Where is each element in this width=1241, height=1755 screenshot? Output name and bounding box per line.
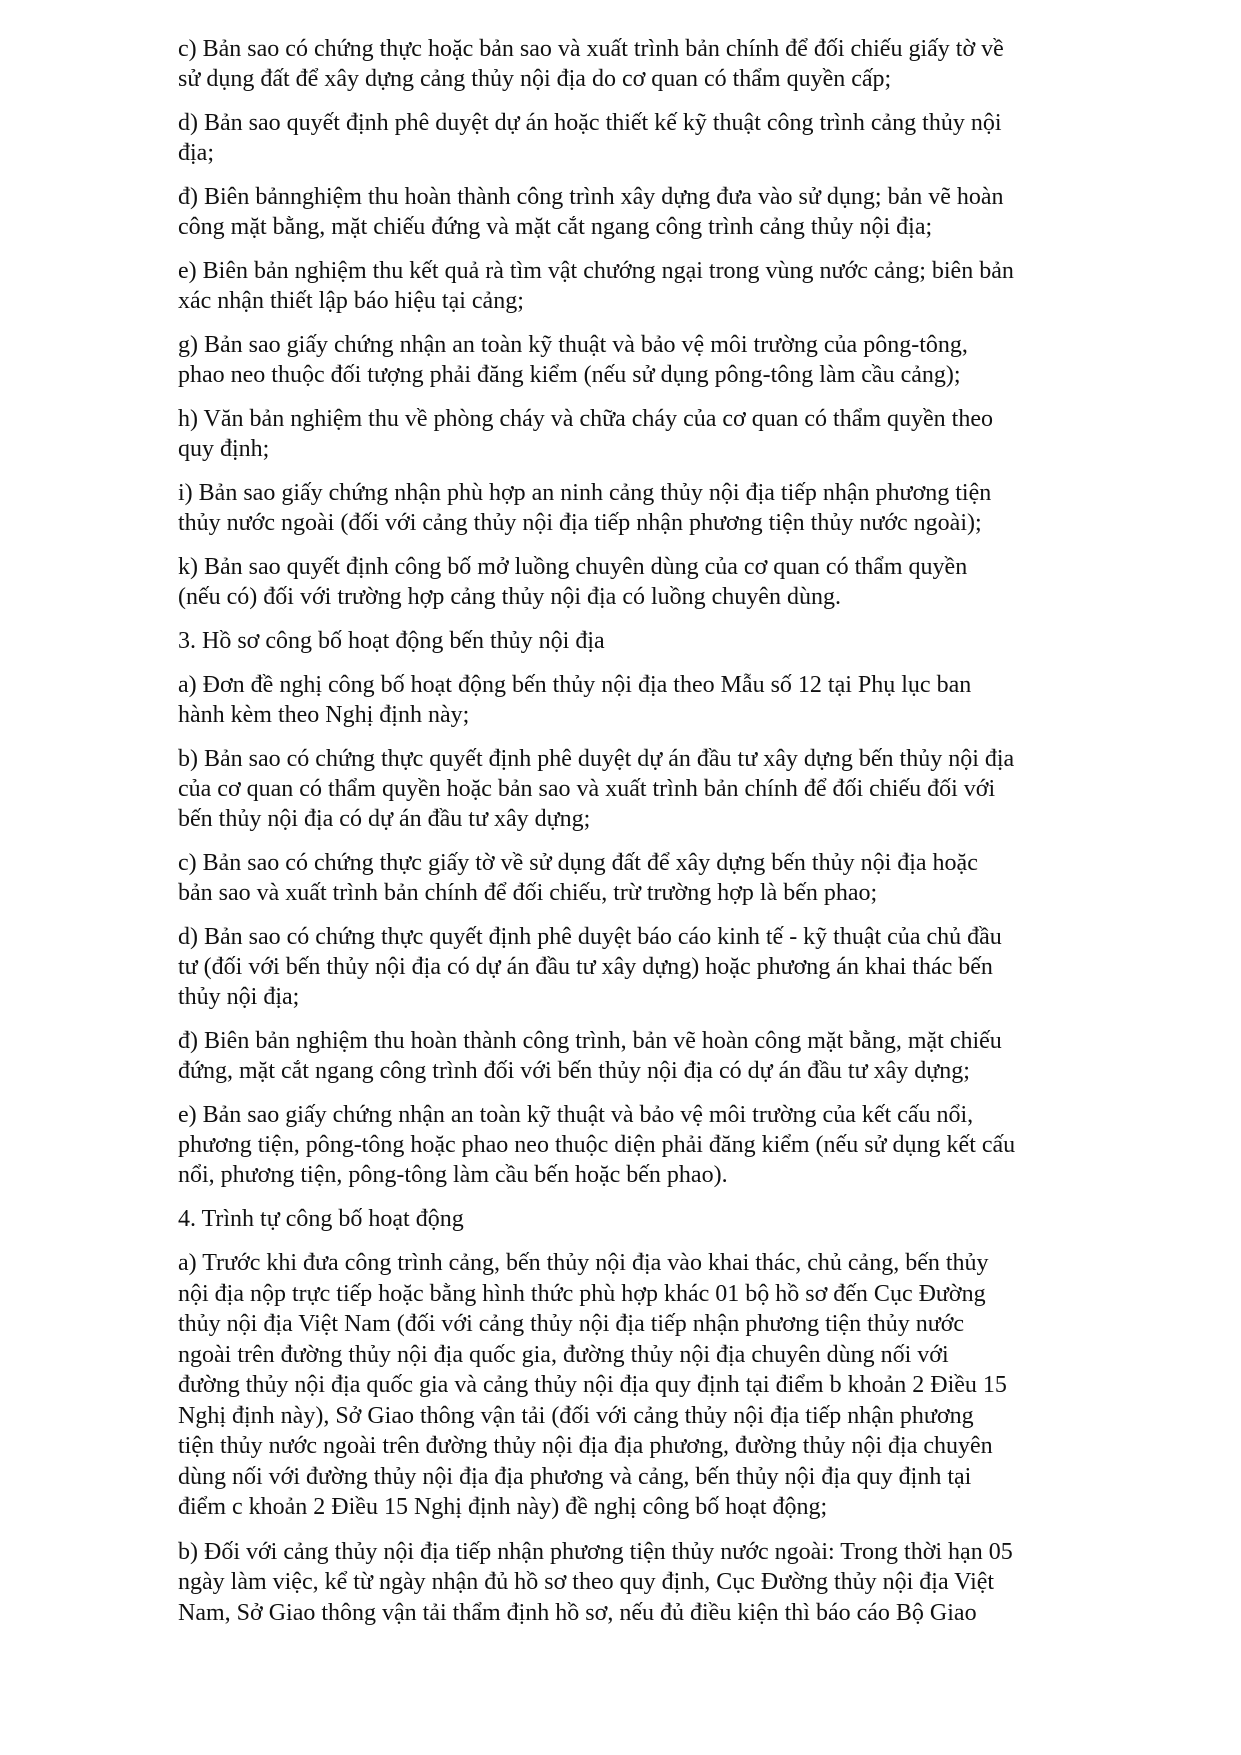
text-line: đường thủy nội địa quốc gia và cảng thủy nội địa quy định tại điểm b khoản 2 Điều 15	[178, 1372, 1007, 1398]
document-page	[178, 34, 1128, 1642]
text-line: phao neo thuộc đối tượng phải đăng kiểm (nếu sử dụng pông-tông làm cầu cảng);	[178, 362, 961, 388]
document-paragraph	[178, 744, 1128, 834]
document-paragraph	[178, 182, 1128, 242]
text-line: d) Bản sao có chứng thực quyết định phê duyệt báo cáo kinh tế - kỹ thuật của chủ đầu	[178, 924, 1002, 950]
text-line: đ) Biên bản nghiệm thu hoàn thành công trình, bản vẽ hoàn công mặt bằng, mặt chiếu	[178, 1028, 1002, 1054]
document-paragraph	[178, 478, 1128, 538]
text-line: c) Bản sao có chứng thực hoặc bản sao và xuất trình bản chính để đối chiếu giấy tờ về	[178, 36, 1004, 62]
text-line: xác nhận thiết lập báo hiệu tại cảng;	[178, 288, 524, 314]
text-line: điểm c khoản 2 Điều 15 Nghị định này) đề nghị công bố hoạt động;	[178, 1494, 828, 1520]
document-paragraph	[178, 34, 1128, 94]
text-line: a) Trước khi đưa công trình cảng, bến thủy nội địa vào khai thác, chủ cảng, bến thủy	[178, 1250, 989, 1276]
text-line: (nếu có) đối với trường hợp cảng thủy nội địa có luồng chuyên dùng.	[178, 584, 841, 610]
text-line: hành kèm theo Nghị định này;	[178, 702, 470, 728]
text-line: d) Bản sao quyết định phê duyệt dự án hoặc thiết kế kỹ thuật công trình cảng thủy nội	[178, 110, 1002, 136]
text-line: k) Bản sao quyết định công bố mở luồng chuyên dùng của cơ quan có thẩm quyền	[178, 554, 968, 580]
document-paragraph	[178, 1100, 1128, 1190]
text-line: Nam, Sở Giao thông vận tải thẩm định hồ sơ, nếu đủ điều kiện thì báo cáo Bộ Giao	[178, 1599, 977, 1626]
document-paragraph	[178, 330, 1128, 390]
text-line: h) Văn bản nghiệm thu về phòng cháy và chữa cháy của cơ quan có thẩm quyền theo	[178, 406, 993, 432]
document-paragraph	[178, 404, 1128, 464]
text-line: c) Bản sao có chứng thực giấy tờ về sử dụng đất để xây dựng bến thủy nội địa hoặc	[178, 850, 978, 876]
text-line: e) Bản sao giấy chứng nhận an toàn kỹ thuật và bảo vệ môi trường của kết cấu nổi,	[178, 1102, 974, 1128]
document-paragraph	[178, 108, 1128, 168]
text-line: nổi, phương tiện, pông-tông làm cầu bến hoặc bến phao).	[178, 1162, 728, 1188]
document-paragraph	[178, 1248, 1128, 1523]
text-line: dùng nối với đường thủy nội địa địa phương và cảng, bến thủy nội địa quy định tại	[178, 1463, 972, 1490]
text-line: đ) Biên bảnnghiệm thu hoàn thành công trình xây dựng đưa vào sử dụng; bản vẽ hoàn	[178, 184, 1004, 210]
text-line: công mặt bằng, mặt chiếu đứng và mặt cắt ngang công trình cảng thủy nội địa;	[178, 214, 933, 240]
text-line: b) Đối với cảng thủy nội địa tiếp nhận phương tiện thủy nước ngoài: Trong thời hạn 05	[178, 1538, 1013, 1565]
text-line: của cơ quan có thẩm quyền hoặc bản sao và xuất trình bản chính để đối chiếu đối với	[178, 776, 996, 802]
text-line: tư (đối với bến thủy nội địa có dự án đầu tư xây dựng) hoặc phương án khai thác bến	[178, 954, 993, 980]
section-heading	[178, 626, 1128, 656]
section-heading	[178, 1204, 1128, 1234]
text-line: e) Biên bản nghiệm thu kết quả rà tìm vật chướng ngại trong vùng nước cảng; biên bản	[178, 258, 1014, 284]
text-line: ngày làm việc, kể từ ngày nhận đủ hồ sơ theo quy định, Cục Đường thủy nội địa Việt	[178, 1569, 995, 1595]
text-line: 4. Trình tự công bố hoạt động	[178, 1206, 464, 1232]
text-line: bản sao và xuất trình bản chính để đối chiếu, trừ trường hợp là bến phao;	[178, 880, 878, 906]
document-paragraph	[178, 670, 1128, 730]
text-line: đứng, mặt cắt ngang công trình đối với bến thủy nội địa có dự án đầu tư xây dựng;	[178, 1058, 970, 1084]
text-line: i) Bản sao giấy chứng nhận phù hợp an ninh cảng thủy nội địa tiếp nhận phương tiện	[178, 480, 992, 506]
text-line: ngoài trên đường thủy nội địa quốc gia, đường thủy nội địa chuyên dùng nối với	[178, 1341, 949, 1368]
text-line: thủy nước ngoài (đối với cảng thủy nội địa tiếp nhận phương tiện thủy nước ngoài);	[178, 510, 982, 536]
text-line: bến thủy nội địa có dự án đầu tư xây dựng;	[178, 806, 591, 832]
text-line: sử dụng đất để xây dựng cảng thủy nội địa do cơ quan có thẩm quyền cấp;	[178, 66, 892, 92]
text-line: tiện thủy nước ngoài trên đường thủy nội địa địa phương, đường thủy nội địa chuyên	[178, 1433, 993, 1459]
text-line: Nghị định này), Sở Giao thông vận tải (đối với cảng thủy nội địa tiếp nhận phương	[178, 1402, 974, 1429]
text-line: 3. Hồ sơ công bố hoạt động bến thủy nội địa	[178, 628, 605, 654]
text-line: g) Bản sao giấy chứng nhận an toàn kỹ thuật và bảo vệ môi trường của pông-tông,	[178, 332, 968, 358]
document-paragraph	[178, 552, 1128, 612]
document-paragraph	[178, 922, 1128, 1012]
text-line: b) Bản sao có chứng thực quyết định phê duyệt dự án đầu tư xây dựng bến thủy nội địa	[178, 746, 1015, 772]
text-line: phương tiện, pông-tông hoặc phao neo thuộc diện phải đăng kiểm (nếu sử dụng kết cấu	[178, 1132, 1016, 1158]
text-line: a) Đơn đề nghị công bố hoạt động bến thủy nội địa theo Mẫu số 12 tại Phụ lục ban	[178, 672, 972, 698]
text-line: thủy nội địa;	[178, 984, 300, 1010]
document-paragraph	[178, 1537, 1128, 1629]
text-line: thủy nội địa Việt Nam (đối với cảng thủy nội địa tiếp nhận phương tiện thủy nước	[178, 1311, 965, 1337]
text-line: quy định;	[178, 436, 270, 462]
document-paragraph	[178, 256, 1128, 316]
text-line: nội địa nộp trực tiếp hoặc bằng hình thức phù hợp khác 01 bộ hồ sơ đến Cục Đường	[178, 1280, 986, 1307]
document-paragraph	[178, 848, 1128, 908]
document-paragraph	[178, 1026, 1128, 1086]
text-line: địa;	[178, 140, 214, 166]
